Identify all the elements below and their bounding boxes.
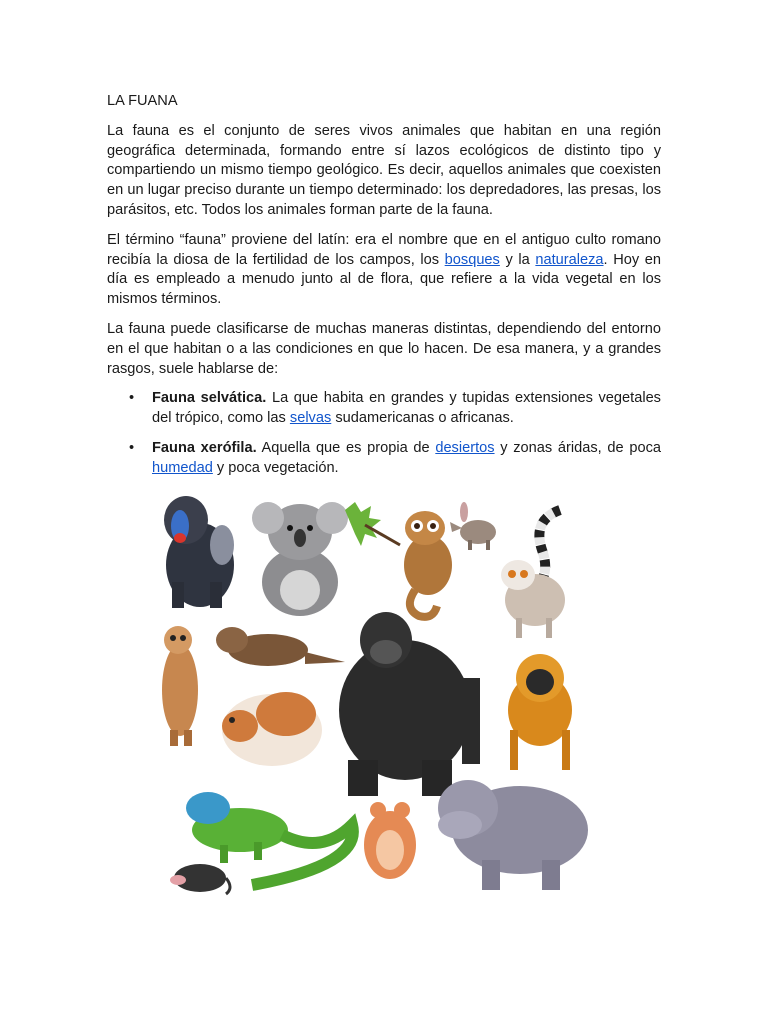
hamster-illustration [364,802,416,879]
hippopotamus-illustration [438,780,588,890]
meerkat-illustration [162,626,198,746]
gorilla-illustration [339,612,480,796]
text-segment: y zonas áridas, de poca [494,439,661,456]
paragraph-etymology [107,231,661,310]
bullet-marker: • [129,439,135,456]
link-selvas[interactable]: selvas [289,410,332,427]
text-segment: y poca vegetación. [212,459,339,476]
gibbon-illustration [508,654,572,770]
link-humedad[interactable]: humedad [152,459,213,476]
text-segment: El término “fauna” proviene del latín: era el nombre que en el antiguo culto romano recibía la diosa de la fertilidad de los campos, los [107,231,661,268]
lemur-illustration [501,510,565,638]
link-desiertos[interactable]: desiertos [435,439,495,456]
otter-illustration [216,627,345,666]
paragraph-classification: La fauna puede clasificarse de muchas maneras distintas, dependiendo del entorno en el que habitan o a las condiciones en que lo hacen. De esa manera, y a grandes rasgos, suele hablarse de: [107,320,661,377]
link-naturaleza[interactable]: naturaleza [535,251,604,268]
link-bosques[interactable]: bosques [444,251,500,268]
term-fauna-selvatica: Fauna selvática. [152,390,267,407]
aardvark-illustration [450,502,496,550]
document-title: LA FUANA [107,93,178,109]
text-segment: . Hoy en día es empleado a menudo junto al de flora, que refiere a la vida vegetal en los mismos términos. [107,251,662,308]
list-item-fauna-xerofila [107,439,661,479]
term-fauna-xerofila: Fauna xerófila. [152,439,257,456]
bullet-marker: • [129,390,135,407]
text-segment: y la [499,251,536,268]
text-segment: sudamericanas o africanas. [331,410,514,427]
list-item-fauna-selvatica [107,389,661,429]
mole-illustration [170,864,230,894]
animals-illustration [150,490,590,902]
koala-illustration [252,502,348,616]
guinea-pig-illustration [222,692,322,766]
text-segment: La que habita en grandes y tupidas extensiones vegetales del trópico, como las [152,390,661,427]
slow-loris-illustration [345,502,452,617]
classification-list [107,389,661,478]
text-segment: Aquella que es propia de [256,439,436,456]
mandrill-illustration [164,496,234,608]
paragraph-definition: La fauna es el conjunto de seres vivos animales que habitan en una región geográfica determinada, formando entre sí lazos ecológicos de distinto tipo y compartiendo un mismo tiempo geológico. Es decir, aquellos animales que coexisten en un lugar preciso durante un tiempo determinado: los depredadores, las presas, los parásitos, etc. Todos los animales forman parte de la fauna. [107,122,661,218]
document-body [107,92,661,489]
